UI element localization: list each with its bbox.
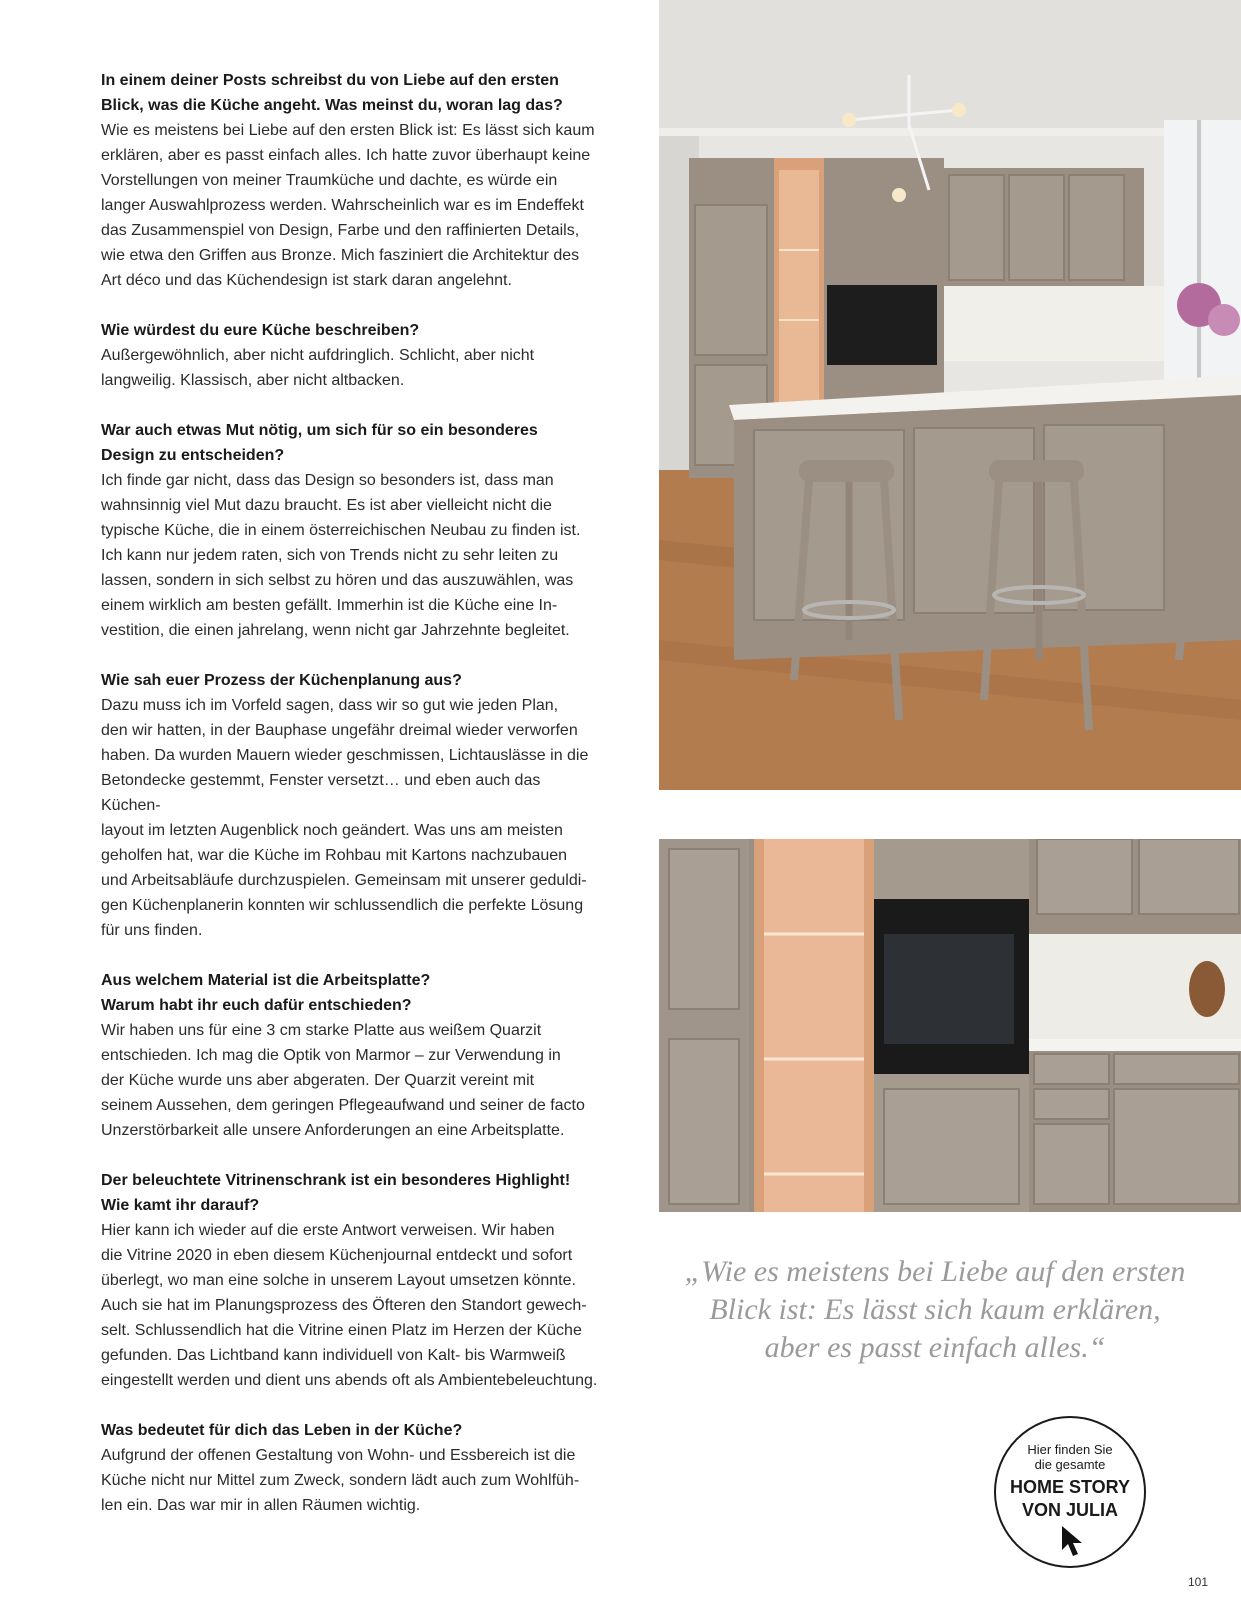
qa-block: [101, 668, 601, 943]
interview-question: Was bedeutet für dich das Leben in der Küche?: [101, 1422, 463, 1439]
interview-answer: Aufgrund der offenen Gestaltung von Wohn- und Essbereich ist die Küche nicht nur Mittel zum Zweck, sondern lädt auch zum Wohlfüh- len ein. Das war mir in allen Räumen wichtig.: [101, 1447, 580, 1514]
interview-answer: Wie es meistens bei Liebe auf den ersten Blick ist: Es lässt sich kaum erklären, aber es passt einfach alles. Ich hatte zuvor überhaupt keine Vorstellungen von meiner Traumküche und dachte, es würde ein langer Auswahlprozess werden. Wahrscheinlich war es im Endeffekt das Zusammenspiel von Design, Farbe und den raffinierten Details, wie etwa den Griffen aus Bronze. Mich fasziniert die Architektur des Art déco und das Küchendesign ist stark daran angelehnt.: [101, 122, 595, 289]
home-story-title-line: VON JULIA: [1021, 1500, 1118, 1520]
interview-question: Wie würdest du eure Küche beschreiben?: [101, 322, 420, 339]
interview-question: Wie sah euer Prozess der Küchenplanung aus?: [101, 672, 462, 689]
interview-question: Der beleuchtete Vitrinenschrank ist ein besonderes Highlight! Wie kamt ihr darauf?: [101, 1172, 571, 1214]
pull-quote-line: „Wie es meistens bei Liebe auf den ersten: [684, 1255, 1186, 1288]
cursor-arrow-icon: [1060, 1524, 1086, 1558]
qa-block: [101, 968, 601, 1143]
kitchen-island-photo: [659, 0, 1241, 790]
pull-quote-line: aber es passt einfach alles.“: [764, 1331, 1106, 1364]
home-story-title-line: HOME STORY: [1009, 1477, 1130, 1497]
pull-quote-line: Blick ist: Es lässt sich kaum erklären,: [709, 1293, 1161, 1326]
qa-block: [101, 418, 601, 643]
interview-question: War auch etwas Mut nötig, um sich für so ein besonderes Design zu entscheiden?: [101, 422, 538, 464]
home-story-title: [996, 1476, 1144, 1522]
vitrine-oven-photo: [659, 839, 1241, 1212]
interview-answer: Hier kann ich wieder auf die erste Antwort verweisen. Wir haben die Vitrine 2020 in eben diesem Küchenjournal entdeckt und sofort überlegt, wo man eine solche in unserem Layout umsetzen könnte. Auch sie hat im Planungsprozess des Öfteren den Standort gewech- selt. Schlussendlich hat die Vitrine einen Platz im Herzen der Küche gefunden. Das Lichtband kann individuell von Kalt- bis Warmweiß eingestellt werden und dient uns abends oft als Ambientebeleuchtung.: [101, 1222, 598, 1389]
qa-block: [101, 68, 601, 293]
home-story-intro-line: Hier finden Sie: [1027, 1442, 1113, 1457]
interview-answer: Dazu muss ich im Vorfeld sagen, dass wir so gut wie jeden Plan, den wir hatten, in der Bauphase ungefähr dreimal wieder verworfen haben. Da wurden Mauern wieder geschmissen, Lichtauslässe in die Betondecke gestemmt, Fenster versetzt… und eben auch das Küchen- layout im letzten Augenblick noch geändert. Was uns am meisten geholfen hat, war die Küche im Rohbau mit Kartons nachzubauen und Arbeitsabläufe durchzuspielen. Gemeinsam mit unserer geduldi- gen Küchenplanerin konnten wir schlussendlich die perfekte Lösung für uns finden.: [101, 697, 589, 939]
qa-block: [101, 1418, 601, 1518]
page-number: 101: [1188, 1575, 1209, 1589]
home-story-badge[interactable]: [994, 1416, 1146, 1568]
interview-answer: Wir haben uns für eine 3 cm starke Platte aus weißem Quarzit entschieden. Ich mag die Optik von Marmor – zur Verwendung in der Küche wurde uns aber abgeraten. Der Quarzit vereint mit seinem Aussehen, dem geringen Pflegeaufwand und seiner de facto Unzerstörbarkeit alle unsere Anforderungen an eine Arbeitsplatte.: [101, 1022, 585, 1139]
article-body: [101, 68, 601, 1543]
interview-answer: Ich finde gar nicht, dass das Design so besonders ist, dass man wahnsinnig viel Mut dazu braucht. Es ist aber vielleicht nicht die typische Küche, die in einem österreichischen Neubau zu finden ist. Ich kann nur jedem raten, sich von Trends nicht zu sehr leiten zu lassen, sondern in sich selbst zu hören und das auszuwählen, was einem wirklich am besten gefällt. Immerhin ist die Küche eine In- vestition, die einen jahrelang, wenn nicht gar Jahrzehnte begleitet.: [101, 472, 581, 639]
interview-question: In einem deiner Posts schreibst du von Liebe auf den ersten Blick, was die Küche angeht. Was meinst du, woran lag das?: [101, 72, 563, 114]
qa-block: [101, 318, 601, 393]
interview-answer: Außergewöhnlich, aber nicht aufdringlich. Schlicht, aber nicht langweilig. Klassisch, aber nicht altbacken.: [101, 347, 535, 389]
pull-quote: [645, 1253, 1225, 1367]
home-story-intro: [996, 1442, 1144, 1472]
home-story-intro-line: die gesamte: [1034, 1457, 1106, 1472]
interview-question: Aus welchem Material ist die Arbeitsplatte? Warum habt ihr euch dafür entschieden?: [101, 972, 431, 1014]
qa-block: [101, 1168, 601, 1393]
